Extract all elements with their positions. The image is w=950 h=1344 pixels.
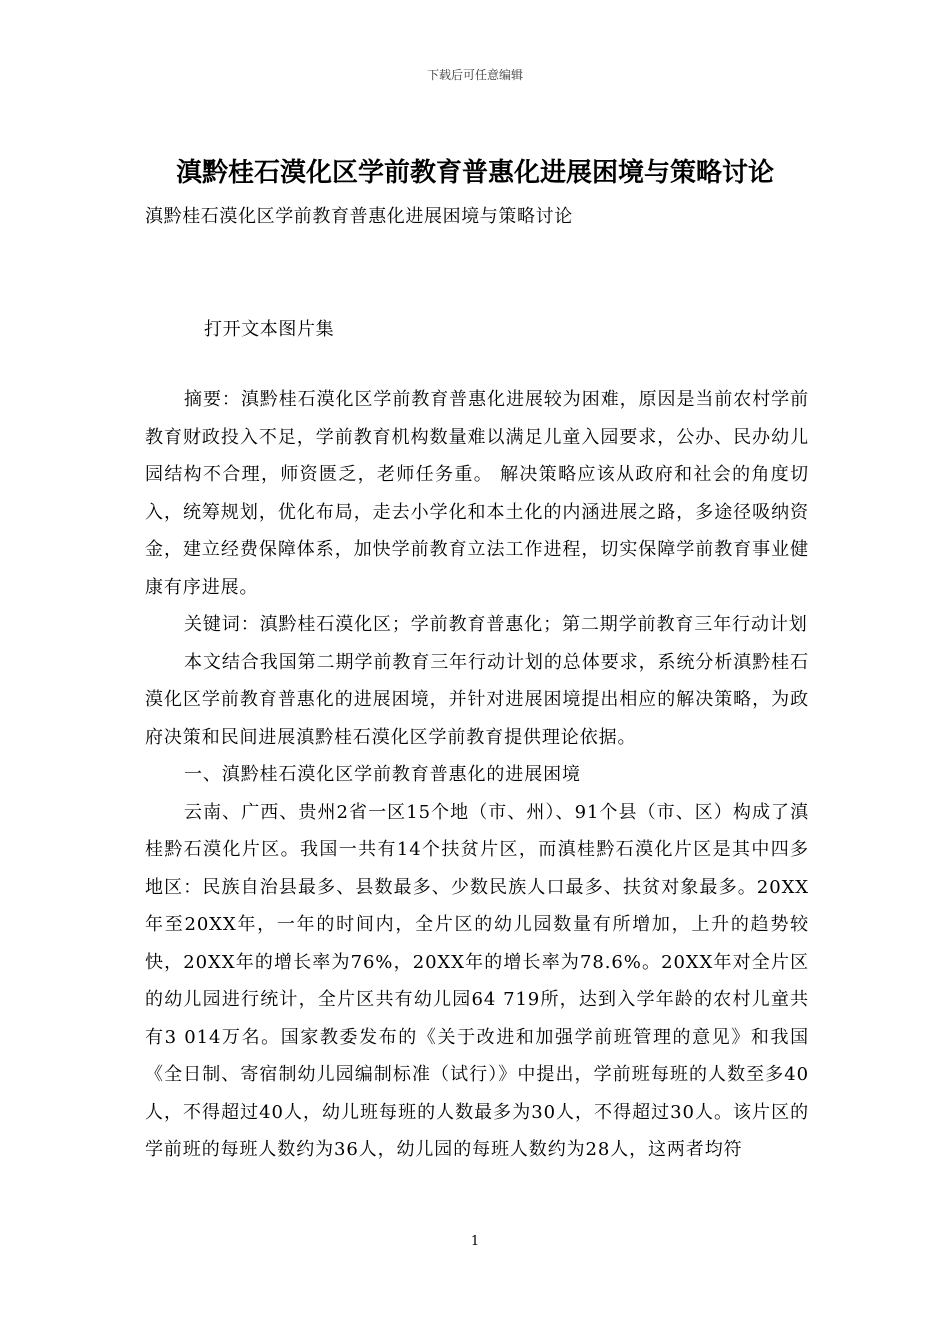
document-body bbox=[145, 381, 809, 1169]
page-header: 下载后可任意编辑 bbox=[426, 68, 523, 82]
page-number: 1 bbox=[470, 1234, 480, 1249]
keywords-paragraph: 关键词：滇黔桂石漠化区；学前教育普惠化；第二期学前教育三年行动计划 bbox=[184, 614, 808, 635]
body-paragraph: 云南、广西、贵州2省一区15个地（市、州）、91个县（市、区）构成了滇桂黔石漠化片区。我国一共有14个扶贫片区，而滇桂黔石漠化片区是其中四多地区：民族自治县最多、县数最多、少数民族人口最多、扶贫对象最多。20XX年至20XX年，一年的时间内，全片区的幼儿园数量有所增加，上升的趋势较快，20XX年的增长率为76%，20XX年的增长率为78.6%。20XX年对全片区的幼儿园进行统计，全片区共有幼儿园64 719所，达到入学年龄的农村儿童共有3 014万名。国家教委发布的《关于改进和加强学前班管理的意见》和我国《全日制、寄宿制幼儿园编制标准（试行）》中提出，学前班每班的人数至多40人，不得超过40人，幼儿班每班的人数最多为30人，不得超过30人。该片区的学前班的每班人数约为36人，幼儿园的每班人数约为28人，这两者均符 bbox=[145, 801, 809, 1160]
section-heading: 一、滇黔桂石漠化区学前教育普惠化的进展困境 bbox=[184, 764, 581, 785]
document-title: 滇黔桂石漠化区学前教育普惠化进展困境与策略讨论 bbox=[175, 158, 774, 188]
open-image-gallery-link[interactable]: 打开文本图片集 bbox=[204, 319, 335, 340]
intro-paragraph: 本文结合我国第二期学前教育三年行动计划的总体要求，系统分析滇黔桂石漠化区学前教育普惠化的进展困境，并针对进展困境提出相应的解决策略，为政府决策和民间进展滇黔桂石漠化区学前教育提供理论依据。 bbox=[145, 651, 809, 748]
abstract-paragraph: 摘要：滇黔桂石漠化区学前教育普惠化进展较为困难，原因是当前农村学前教育财政投入不足，学前教育机构数量难以满足儿童入园要求，公办、民办幼儿园结构不合理，师资匮乏，老师任务重。 解决策略应该从政府和社会的角度切入，统筹规划，优化布局，走去小学化和本土化的内涵进展之路，多途径吸纳资金，建立经费保障体系，加快学前教育立法工作进程，切实保障学前教育事业健康有序进展。 bbox=[145, 389, 809, 598]
document-subtitle: 滇黔桂石漠化区学前教育普惠化进展困境与策略讨论 bbox=[145, 206, 573, 227]
